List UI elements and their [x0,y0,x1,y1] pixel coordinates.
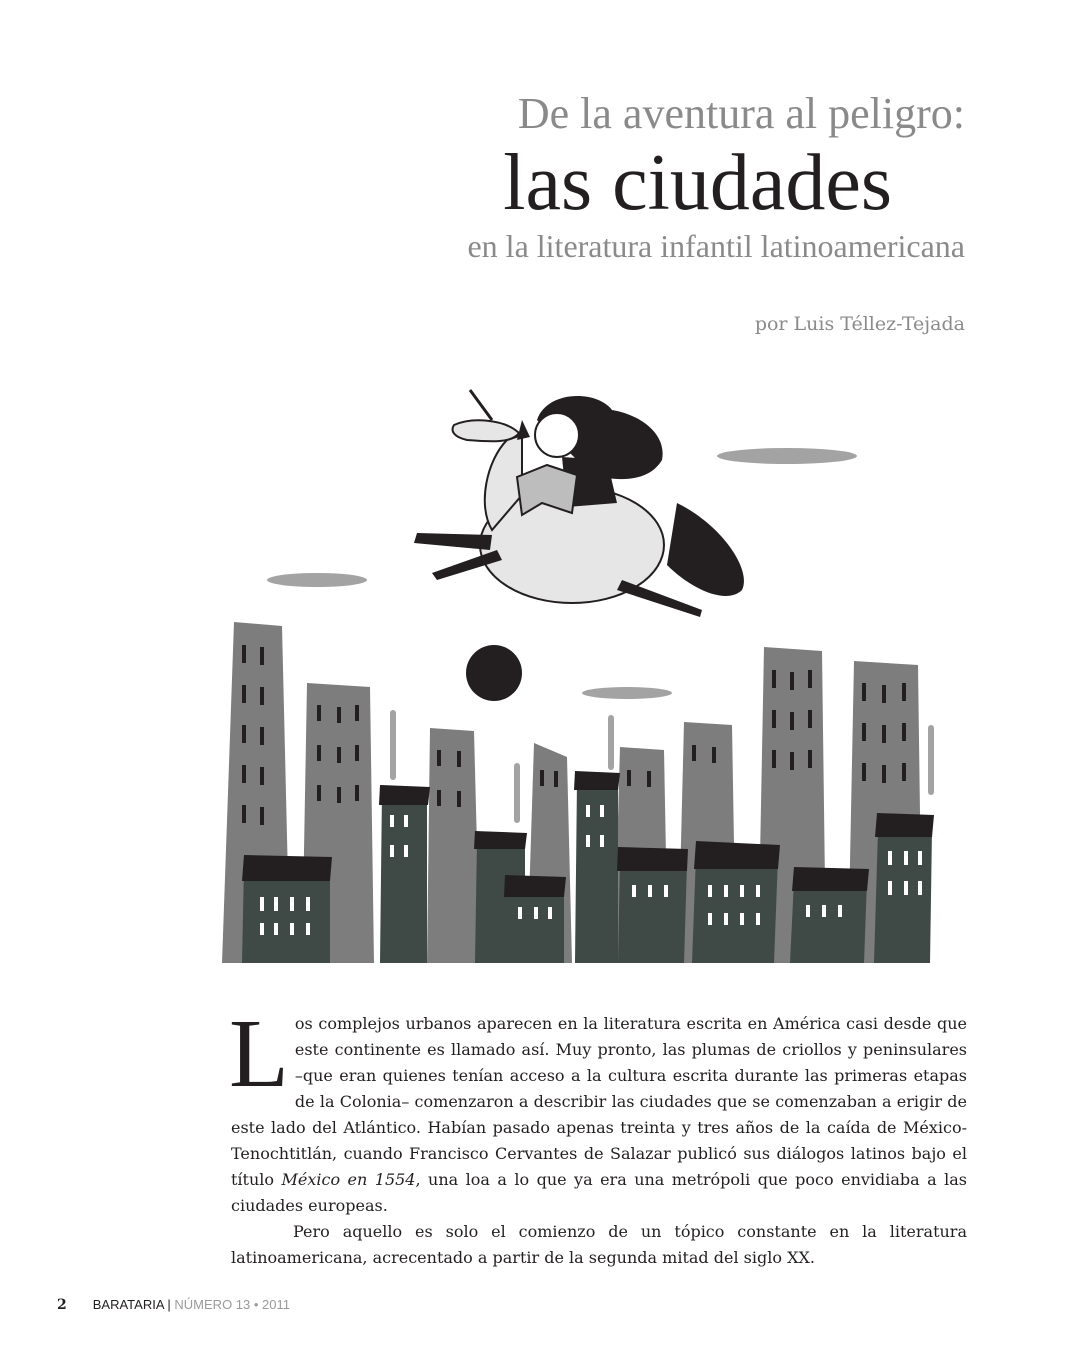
page-number: 2 [57,1297,67,1313]
paragraph-1-text-a: os complejos urbanos aparecen en la literatura escrita en América casi desde que este continente es llamado así. Muy pronto, las plumas de criollos y peninsulares –que eran quienes tenían acceso a la cultura escrita durante las primeras etapas de la Colonia– comenzaron a describir las ciudades que se comenzaban a erigir de este lado del Atlántico. Habían pasado apenas treinta y tres años de la caída de México-Tenochtitlán, cuando Francisco Cervantes de Salazar publicó sus diálogos latinos bajo el título [231,1014,967,1189]
building [618,860,687,963]
footer-separator: | [163,1297,175,1312]
issue-year: 2011 [262,1297,291,1312]
cloud-icon [267,573,367,587]
paragraph-1-text-b: , una loa a lo que ya era una metrópoli que poco envidiaba a las ciudades europeas. [231,1170,968,1215]
author-byline: por Luis Téllez-Tejada [754,313,965,335]
black-sun-icon [466,645,522,701]
book-title: México en 1554 [281,1170,416,1189]
city-unicorn-illustration [222,385,936,973]
building [790,880,867,963]
building [380,790,427,963]
article-body [229,1000,968,1271]
article-title-block [265,88,965,266]
title-kicker: De la aventura al peligro: [517,89,965,138]
issue-number: NÚMERO 13 [174,1297,251,1312]
page-footer [57,1297,290,1313]
title-subtitle: en la literatura infantil latinoamericana [467,228,965,264]
building [874,830,932,963]
cloud-icon [582,687,672,699]
paragraph-2: Pero aquello es solo el comienzo de un tópico constante en la literatura latinoamericana, acrecentado a partir de la segunda mitad del siglo XX. [231,1222,967,1267]
building [575,780,618,963]
magazine-name: BARATARIA [92,1297,164,1312]
footer-bullet: • [250,1297,263,1312]
building [427,728,480,963]
girl-reading-icon [517,396,663,515]
page-title: las ciudades [503,139,892,227]
building [692,855,778,963]
drop-cap: L [229,1000,289,1108]
cloud-icon [717,448,857,464]
paragraph-1 [229,1000,968,1219]
